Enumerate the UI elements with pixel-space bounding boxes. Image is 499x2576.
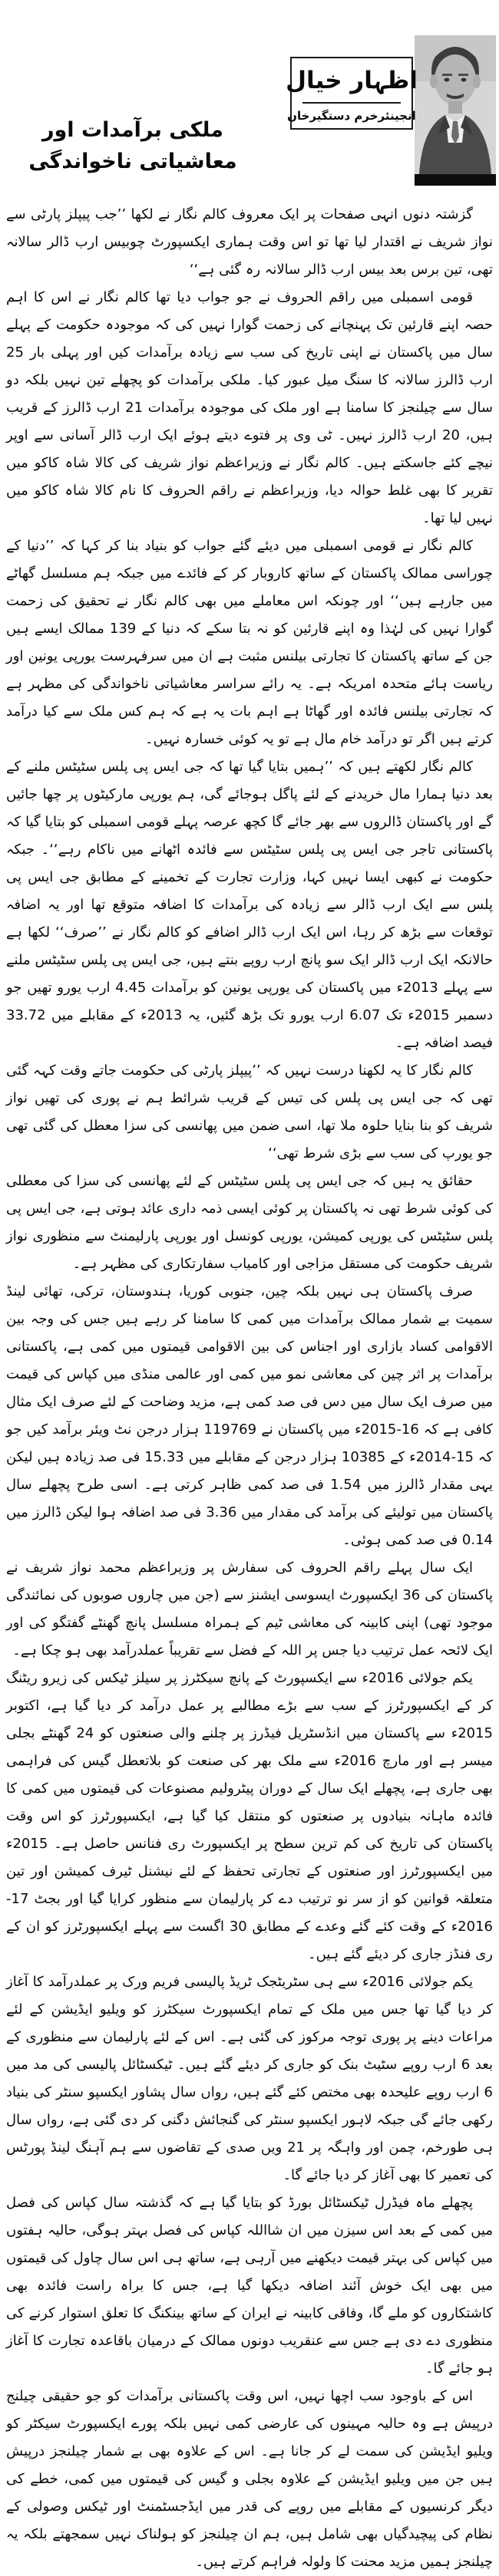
photo-caption-bar: [415, 174, 496, 186]
article-paragraph: کالم نگار لکھتے ہیں کہ ’’ہمیں بتایا گیا تھا کہ جی ایس پی پلس سٹیٹس ملنے کے بعد دنیا ہمارا مال خریدنے کے لئے پاگل ہوجائے گی، ہم یورپی مارکیٹوں پر چھا جائیں گے اور پاکستان ڈالروں سے بھر جائے گا کچھ عرصہ پہلے قومی اسمبلی کو بتایا گیا کہ پاکستانی تاجر جی ایس پی پلس سٹیٹس سے فائدہ اٹھانے میں ناکام رہے‘‘۔ جبکہ حکومت نے کبھی ایسا نہیں کہا، وزارت تجارت کے تخمینے کے مطابق جی ایس پی پلس سے ایک ارب ڈالر سے زیادہ کی برآمدات کا اضافہ متوقع تھا اور یہ اضافہ توقعات سے بڑھ کر رہا، اس ایک ارب ڈالر اضافے کو کالم نگار نے ’’صرف‘‘ لکھا ہے حالانکہ ایک ارب ڈالر ایک سو پانچ ارب روپے بنتے ہیں، جی ایس پی پلس سٹیٹس ملنے سے پہلے 2013ء میں پاکستان کی یورپی یونین کو برآمدات 4.45 ارب یورو تھیں جو دسمبر 2015ء تک 6.07 ارب یورو تک بڑھ گئیں، یہ 2013ء کے مقابلے میں 33.72 فیصد اضافہ ہے۔: [6, 759, 494, 1051]
article-paragraph: اس کے باوجود سب اچھا نہیں، اس وقت پاکستانی برآمدات کو جو حقیقی چیلنج درپیش ہے وہ حالیہ مہینوں کی عارضی کمی نہیں بلکہ پورے ایکسپورٹ سیکٹر کو ویلیو ایڈیشن کی سمت لے کر جانا ہے۔ اس کے علاوہ بھی بے شمار چیلنجز درپیش ہیں جن میں ویلیو ایڈیشن کے علاوہ بجلی و گیس کی قیمتوں میں کمی، خطے کی دیگر کرنسیوں کے مقابلے میں روپے کی قدر میں ایڈجسٹمنٹ اور ٹیکس وصولی کے نظام کی پیچیدگیاں بھی شامل ہیں، ہم ان چیلنجز کو ہولناک نہیں سمجھتے بلکہ یہ چیلنجز ہمیں مزید محنت کا ولولہ فراہم کرتے ہیں۔: [6, 2388, 493, 2570]
column-masthead: [0, 0, 499, 198]
headline-area: [12, 115, 253, 177]
article-headline: ملکی برآمدات اور معاشیاتی ناخواندگی: [28, 118, 237, 173]
article-paragraph: یکم جولائی 2016ء سے ایکسپورٹ کے پانچ سیکٹرز پر سیلز ٹیکس کی زیرو ریٹنگ کر کے ایکسپورٹرز کے سب سے بڑے مطالبے پر عمل درآمد کر دیا گیا ہے، اکتوبر 2015ء سے پاکستان میں انڈسٹریل فیڈرز پر چلنے والی صنعتوں کو 24 گھنٹے بجلی میسر ہے اور مارچ 2016ء سے ملک بھر کی صنعت کو بلاتعطل گیس کی فراہمی بھی جاری ہے، پچھلے ایک سال کے دوران پیٹرولیم مصنوعات کی قیمتوں میں کمی کا فائدہ ماہانہ بنیادوں پر صنعتوں کو منتقل کیا گیا ہے، ایکسپورٹرز کو اس وقت پاکستان کی تاریخ کی کم ترین سطح پر ایکسپورٹ ری فنانس حاصل ہے۔ 2015ء میں ایکسپورٹرز اور صنعتوں کے تجارتی تحفظ کے لئے نیشنل ٹیرف کمیشن اور تین متعلقہ قوانین کو از سر نو ترتیب دے کر پارلیمان سے منظور کرایا گیا اور بجٹ 17-2016ء کے وقت کئے گئے وعدے کے مطابق 30 اگست سے پہلے ایکسپورٹرز کو ان کے ری فنڈز جاری کر دیئے گئے ہیں۔: [6, 1670, 493, 1962]
article-paragraph: کالم نگار کا یہ لکھنا درست نہیں کہ ’’پیپلز پارٹی کی حکومت جاتے وقت کہہ گئی تھی کہ جی ایس پی پلس کی تیس کے قریب شرائط ہم نے پوری کی تھیں نواز شریف کو بنا بنایا حلوہ ملا تھا، اسی ضمن میں پھانسی کی سزا معطل کی گئی تھی جو یورپ کی سب سے بڑی شرط تھی‘‘: [6, 1062, 493, 1161]
article-paragraph: صرف پاکستان ہی نہیں بلکہ چین، جنوبی کوریا، ہندوستان، ترکی، تھائی لینڈ سمیت بے شمار ممالک برآمدات میں کمی کا سامنا کر رہے ہیں جس کی وجہ بین الاقوامی کساد بازاری اور اجناس کی بین الاقوامی قیمتوں میں کمی ہے، پاکستانی برآمدات پر اثر چین کی معاشی نمو میں کمی اور عالمی منڈی میں کپاس کی قیمت میں صرف ایک سال میں دس فی صد کمی ہے، مزید وضاحت کے لئے صرف ایک مثال کافی ہے کہ 16-2015ء میں پاکستان نے 119769 ہزار درجن نٹ ویئر برآمد کیں جو کہ 15-2014ء کے 10385 ہزار درجن کے مقابلے میں 15.33 فی صد زیادہ ہیں لیکن یہی مقدار ڈالرز میں 1.54 فی صد کمی ظاہر کرتی ہے۔ اسی طرح پچھلے سال پاکستان میں تولیئے کی برآمد کی مقدار میں 3.36 فی صد اضافہ ہوا لیکن ڈالرز میں 0.14 فی صد کمی ہوئی۔: [6, 1283, 493, 1548]
article-paragraph: حقائق یہ ہیں کہ جی ایس پی پلس سٹیٹس کے لئے پھانسی کی سزا کی معطلی کی کوئی شرط تھی نہ پاکستان پر کوئی ایسی ذمہ داری عائد ہوتی ہے، جی ایس پی پلس سٹیٹس کی یورپی کمیشن، یورپی کونسل اور یورپی پارلیمنٹ سے منظوری نواز شریف حکومت کی مستقل مزاجی اور کامیاب سفارتکاری کی مظہر ہے۔: [6, 1173, 493, 1272]
article-paragraph: ایک سال پہلے راقم الحروف کی سفارش پر وزیراعظم محمد نواز شریف نے پاکستان کی 36 ایکسپورٹ ایسوسی ایشنز سے (جن میں چاروں صوبوں کی نمائندگی موجود تھی) اپنی کابینہ کی معاشی ٹیم کے ہمراہ مسلسل پانچ گھنٹے گفتگو کی اور ایک لائحہ عمل ترتیب دیا جس پر اللہ کے فضل سے تقریباً عملدرآمد بھی ہو چکا ہے۔: [6, 1560, 493, 1659]
article-paragraph: پچھلے ماہ فیڈرل ٹیکسٹائل بورڈ کو بتایا گیا ہے کہ گذشتہ سال کپاس کی فصل میں کمی کے بعد اس سیزن میں ان شااللہ کپاس کی فصل بہتر ہوگی، حالیہ ہفتوں میں کپاس کی بہتر قیمت دیکھنے میں آرہی ہے، ساتھ ہی اس سال چاول کی قیمتوں میں بھی ایک خوش آئند اضافہ دیکھا گیا ہے، جس کا براہ راست فائدہ بھی کاشتکاروں کو ملے گا، وفاقی کابینہ نے ایران کے ساتھ بینکنگ کا تعلق استوار کرنے کی منظوری دے دی ہے جس سے عنقریب دونوں ممالک کے درمیان باقاعدہ تجارت کا آغاز ہو جائے گا۔: [6, 2195, 493, 2377]
column-title: اظہار خیال: [286, 67, 418, 94]
author-photo: [415, 35, 496, 186]
article-paragraph: یکم جولائی 2016ء سے ہی سٹریٹجک ٹریڈ پالیسی فریم ورک پر عملدرآمد کا آغاز کر دیا گیا تھا جس میں ملک کے تمام ایکسپورٹ سیکٹرز کو ویلیو ایڈیشن کے لئے مراعات دینے پر پوری توجہ مرکوز کی گئی ہے۔ اس کے لئے پارلیمان سے منظوری کے بعد 6 ارب روپے سٹیٹ بنک کو جاری کر دیئے گئے ہیں۔ ٹیکسٹائل پالیسی کی مد میں 6 ارب روپے علیحدہ بھی مختص کئے گئے ہیں، رواں سال پشاور ایکسپو سنٹر کی بنیاد رکھی جائے گی جبکہ لاہور ایکسپو سنٹر کی گنجائش دگنی کر دی گئی ہے، رواں سال ہی طورخم، چمن اور واہگہ پر 21 ویں صدی کے تقاضوں سے ہم آہنگ لینڈ پورٹس کی تعمیر کا بھی آغاز کر دیا جائے گا۔: [6, 1974, 493, 2183]
column-title-box: [286, 57, 418, 130]
article-paragraph: قومی اسمبلی میں راقم الحروف نے جو جواب دیا تھا کالم نگار نے اس کا اہم حصہ اپنے قارئین تک پہنچانے کی زحمت گوارا نہیں کی کہ موجودہ حکومت کے پہلے سال میں پاکستان نے اپنی تاریخ کی سب سے زیادہ برآمدات کیں اور پہلی بار 25 ارب ڈالرز سالانہ کا سنگ میل عبور کیا۔ ملکی برآمدات کو پچھلے تین نہیں بلکہ دو سال سے چیلنجز کا سامنا ہے اور ملک کی موجودہ برآمدات 21 ارب ڈالرز کے قریب ہیں، 20 ارب ڈالرز نہیں۔ ٹی وی پر فتوے دیتے ہوئے ایک ارب ڈالر آسانی سے اوپر نیچے کئے جاسکتے ہیں۔ کالم نگار نے وزیراعظم نواز شریف کی کالا شاہ کاکو میں تقریر کا بھی غلط حوالہ دیا، وزیراعظم نے راقم الحروف کا نام کالا شاہ کاکو میں نہیں لیا تھا۔: [6, 289, 493, 526]
title-divider: [302, 102, 401, 104]
article-paragraph: کالم نگار نے قومی اسمبلی میں دیئے گئے جواب کو بنیاد بنا کر کہا کہ ’’دنیا کے چوراسی ممالک پاکستان کے ساتھ کاروبار کر کے فائدے میں جبکہ ہم مسلسل گھاٹے میں جارہے ہیں‘‘ اور چونکہ اس معاملے میں بھی کالم نگار نے تحقیق کی زحمت گوارا نہیں کی لہٰذا وہ اپنے قارئین کو نہ بتا سکے کہ دنیا کے 139 ممالک ایسے ہیں جن کے ساتھ پاکستان کا تجارتی بیلنس مثبت ہے ان میں سرفہرست یورپی یونین اور ریاست ہائے متحدہ امریکہ ہے۔ یہ رائے سراسر معاشیاتی ناخواندگی کی مظہر ہے کہ تجارتی بیلنس فائدہ اور گھاٹا ہے اہم بات یہ ہے کہ ہم کس ملک سے کیا درآمد کرتے ہیں اگر تو درآمد خام مال ہے تو یہ کوئی خسارہ نہیں۔: [6, 538, 494, 747]
article-paragraph: گزشتہ دنوں انہی صفحات پر ایک معروف کالم نگار نے لکھا ’’جب پیپلز پارٹی سے نواز شریف نے اقتدار لیا تھا تو اس وقت ہماری ایکسپورٹ چوبیس ارب ڈالر سالانہ تھی، تین برس بعد بیس ارب ڈالر سالانہ رہ گئی ہے‘‘: [6, 206, 493, 278]
author-name: انجینئرخرم دستگیرخان: [287, 109, 416, 124]
article-body: [0, 198, 499, 2576]
author-portrait-icon: [415, 35, 496, 174]
